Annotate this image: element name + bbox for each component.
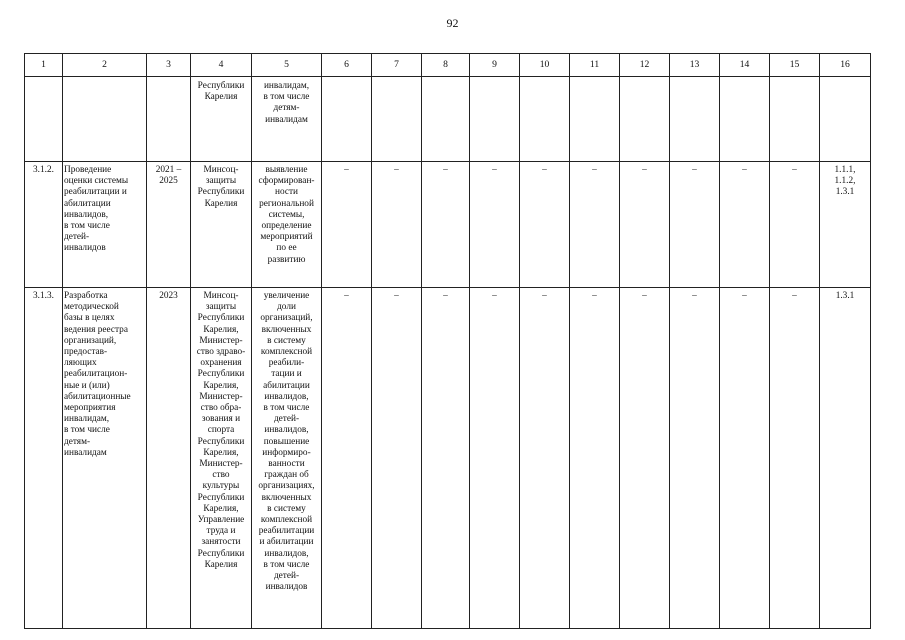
value-cell-text: – <box>344 165 349 175</box>
executor-cell-text: Минсоц- защиты Республики Карелия, Министер- ство здраво- охранения Республики Карелия, Министер- ство обра- зования и спорта Республики Карелия, Министер- ство культуры Республики Карелия, Управление труда и занятости Республики Карелия <box>196 291 246 570</box>
value-cell <box>670 77 720 162</box>
table-row <box>25 162 871 288</box>
value-cell-text: – <box>443 291 448 301</box>
header-cell-11: 11 <box>570 54 620 77</box>
value-cell-text: – <box>542 291 547 301</box>
header-cell-7: 7 <box>372 54 422 77</box>
header-cell-5: 5 <box>252 54 322 77</box>
value-cell <box>570 162 620 288</box>
value-cell <box>720 288 770 629</box>
header-cell-1: 1 <box>25 54 63 77</box>
year-cell <box>147 77 191 162</box>
header-cell-3: 3 <box>147 54 191 77</box>
value-cell-text: – <box>394 291 399 301</box>
reference-cell-text: 1.3.1 <box>835 291 855 301</box>
activity-name-cell-text: Разработка методической базы в целях ведения реестра организаций, предостав- ляющих реабилитацион- ные и (или) абилитационные мероприятия инвалидам, в том числе детям- инвалидам <box>64 291 131 458</box>
item-number-cell-text: 3.1.3. <box>33 291 54 301</box>
item-number-cell <box>25 288 63 629</box>
value-cell <box>570 77 620 162</box>
value-cell <box>520 288 570 629</box>
value-cell-text: – <box>443 165 448 175</box>
value-cell <box>720 77 770 162</box>
reference-cell-text: 1.1.1, 1.1.2, 1.3.1 <box>834 165 856 198</box>
value-cell <box>372 162 422 288</box>
result-cell <box>252 77 322 162</box>
activity-name-cell <box>63 162 147 288</box>
page-number: 92 <box>446 16 459 30</box>
year-cell-text: 2021 – 2025 <box>155 165 182 187</box>
result-cell-text: инвалидам, в том числе детям- инвалидам <box>263 81 310 125</box>
value-cell <box>620 288 670 629</box>
value-cell <box>770 288 820 629</box>
value-cell-text: – <box>792 291 797 301</box>
value-cell <box>372 288 422 629</box>
value-cell-text: – <box>542 165 547 175</box>
table-row <box>25 288 871 629</box>
header-cell-13: 13 <box>670 54 720 77</box>
year-cell-text: 2023 <box>159 291 178 301</box>
value-cell-text: – <box>742 165 747 175</box>
header-cell-6: 6 <box>322 54 372 77</box>
header-cell-8: 8 <box>422 54 470 77</box>
header-cell-12: 12 <box>620 54 670 77</box>
executor-cell <box>191 288 252 629</box>
value-cell <box>422 162 470 288</box>
header-cell-15: 15 <box>770 54 820 77</box>
header-cell-9: 9 <box>470 54 520 77</box>
value-cell <box>470 288 520 629</box>
program-table <box>24 53 871 629</box>
year-cell <box>147 288 191 629</box>
value-cell-text: – <box>692 165 697 175</box>
value-cell <box>770 77 820 162</box>
reference-cell <box>820 162 871 288</box>
executor-cell <box>191 162 252 288</box>
value-cell <box>520 162 570 288</box>
header-cell-2: 2 <box>63 54 147 77</box>
result-cell <box>252 162 322 288</box>
executor-cell-text: Минсоц- защиты Республики Карелия <box>197 165 245 209</box>
value-cell <box>670 162 720 288</box>
value-cell-text: – <box>742 291 747 301</box>
activity-name-cell <box>63 77 147 162</box>
header-row <box>25 54 871 77</box>
executor-cell-text: Республики Карелия <box>197 81 245 103</box>
header-cell-4: 4 <box>191 54 252 77</box>
value-cell <box>520 77 570 162</box>
value-cell-text: – <box>344 291 349 301</box>
value-cell-text: – <box>792 165 797 175</box>
value-cell <box>422 288 470 629</box>
value-cell-text: – <box>394 165 399 175</box>
value-cell <box>322 77 372 162</box>
result-cell-text: увеличение доли организаций, включенных в систему комплексной реабили- тации и абилитации инвалидов, в том числе детей- инвалидов, повышение информиро- ванности граждан об организациях, включенных в систему комплексной реабилитации и абилитации инвалидов, в том числе детей- инвалидов <box>258 291 315 593</box>
value-cell <box>620 77 670 162</box>
header-cell-16: 16 <box>820 54 871 77</box>
value-cell <box>570 288 620 629</box>
header-cell-14: 14 <box>720 54 770 77</box>
item-number-cell <box>25 77 63 162</box>
executor-cell <box>191 77 252 162</box>
item-number-cell <box>25 162 63 288</box>
value-cell <box>470 77 520 162</box>
value-cell <box>620 162 670 288</box>
reference-cell <box>820 77 871 162</box>
value-cell <box>322 288 372 629</box>
value-cell <box>322 162 372 288</box>
result-cell <box>252 288 322 629</box>
value-cell <box>720 162 770 288</box>
value-cell-text: – <box>692 291 697 301</box>
header-cell-10: 10 <box>520 54 570 77</box>
year-cell <box>147 162 191 288</box>
value-cell-text: – <box>642 165 647 175</box>
value-cell-text: – <box>642 291 647 301</box>
item-number-cell-text: 3.1.2. <box>33 165 54 175</box>
value-cell <box>372 77 422 162</box>
value-cell-text: – <box>592 291 597 301</box>
value-cell-text: – <box>592 165 597 175</box>
value-cell <box>770 162 820 288</box>
activity-name-cell-text: Проведение оценки системы реабилитации и абилитации инвалидов, в том числе детей- инвалидов <box>64 165 129 254</box>
value-cell <box>670 288 720 629</box>
value-cell-text: – <box>492 165 497 175</box>
value-cell <box>422 77 470 162</box>
value-cell-text: – <box>492 291 497 301</box>
reference-cell <box>820 288 871 629</box>
value-cell <box>470 162 520 288</box>
table-row <box>25 77 871 162</box>
activity-name-cell <box>63 288 147 629</box>
result-cell-text: выявление сформирован- ности региональной системы, определение мероприятий по ее развитию <box>258 165 315 265</box>
